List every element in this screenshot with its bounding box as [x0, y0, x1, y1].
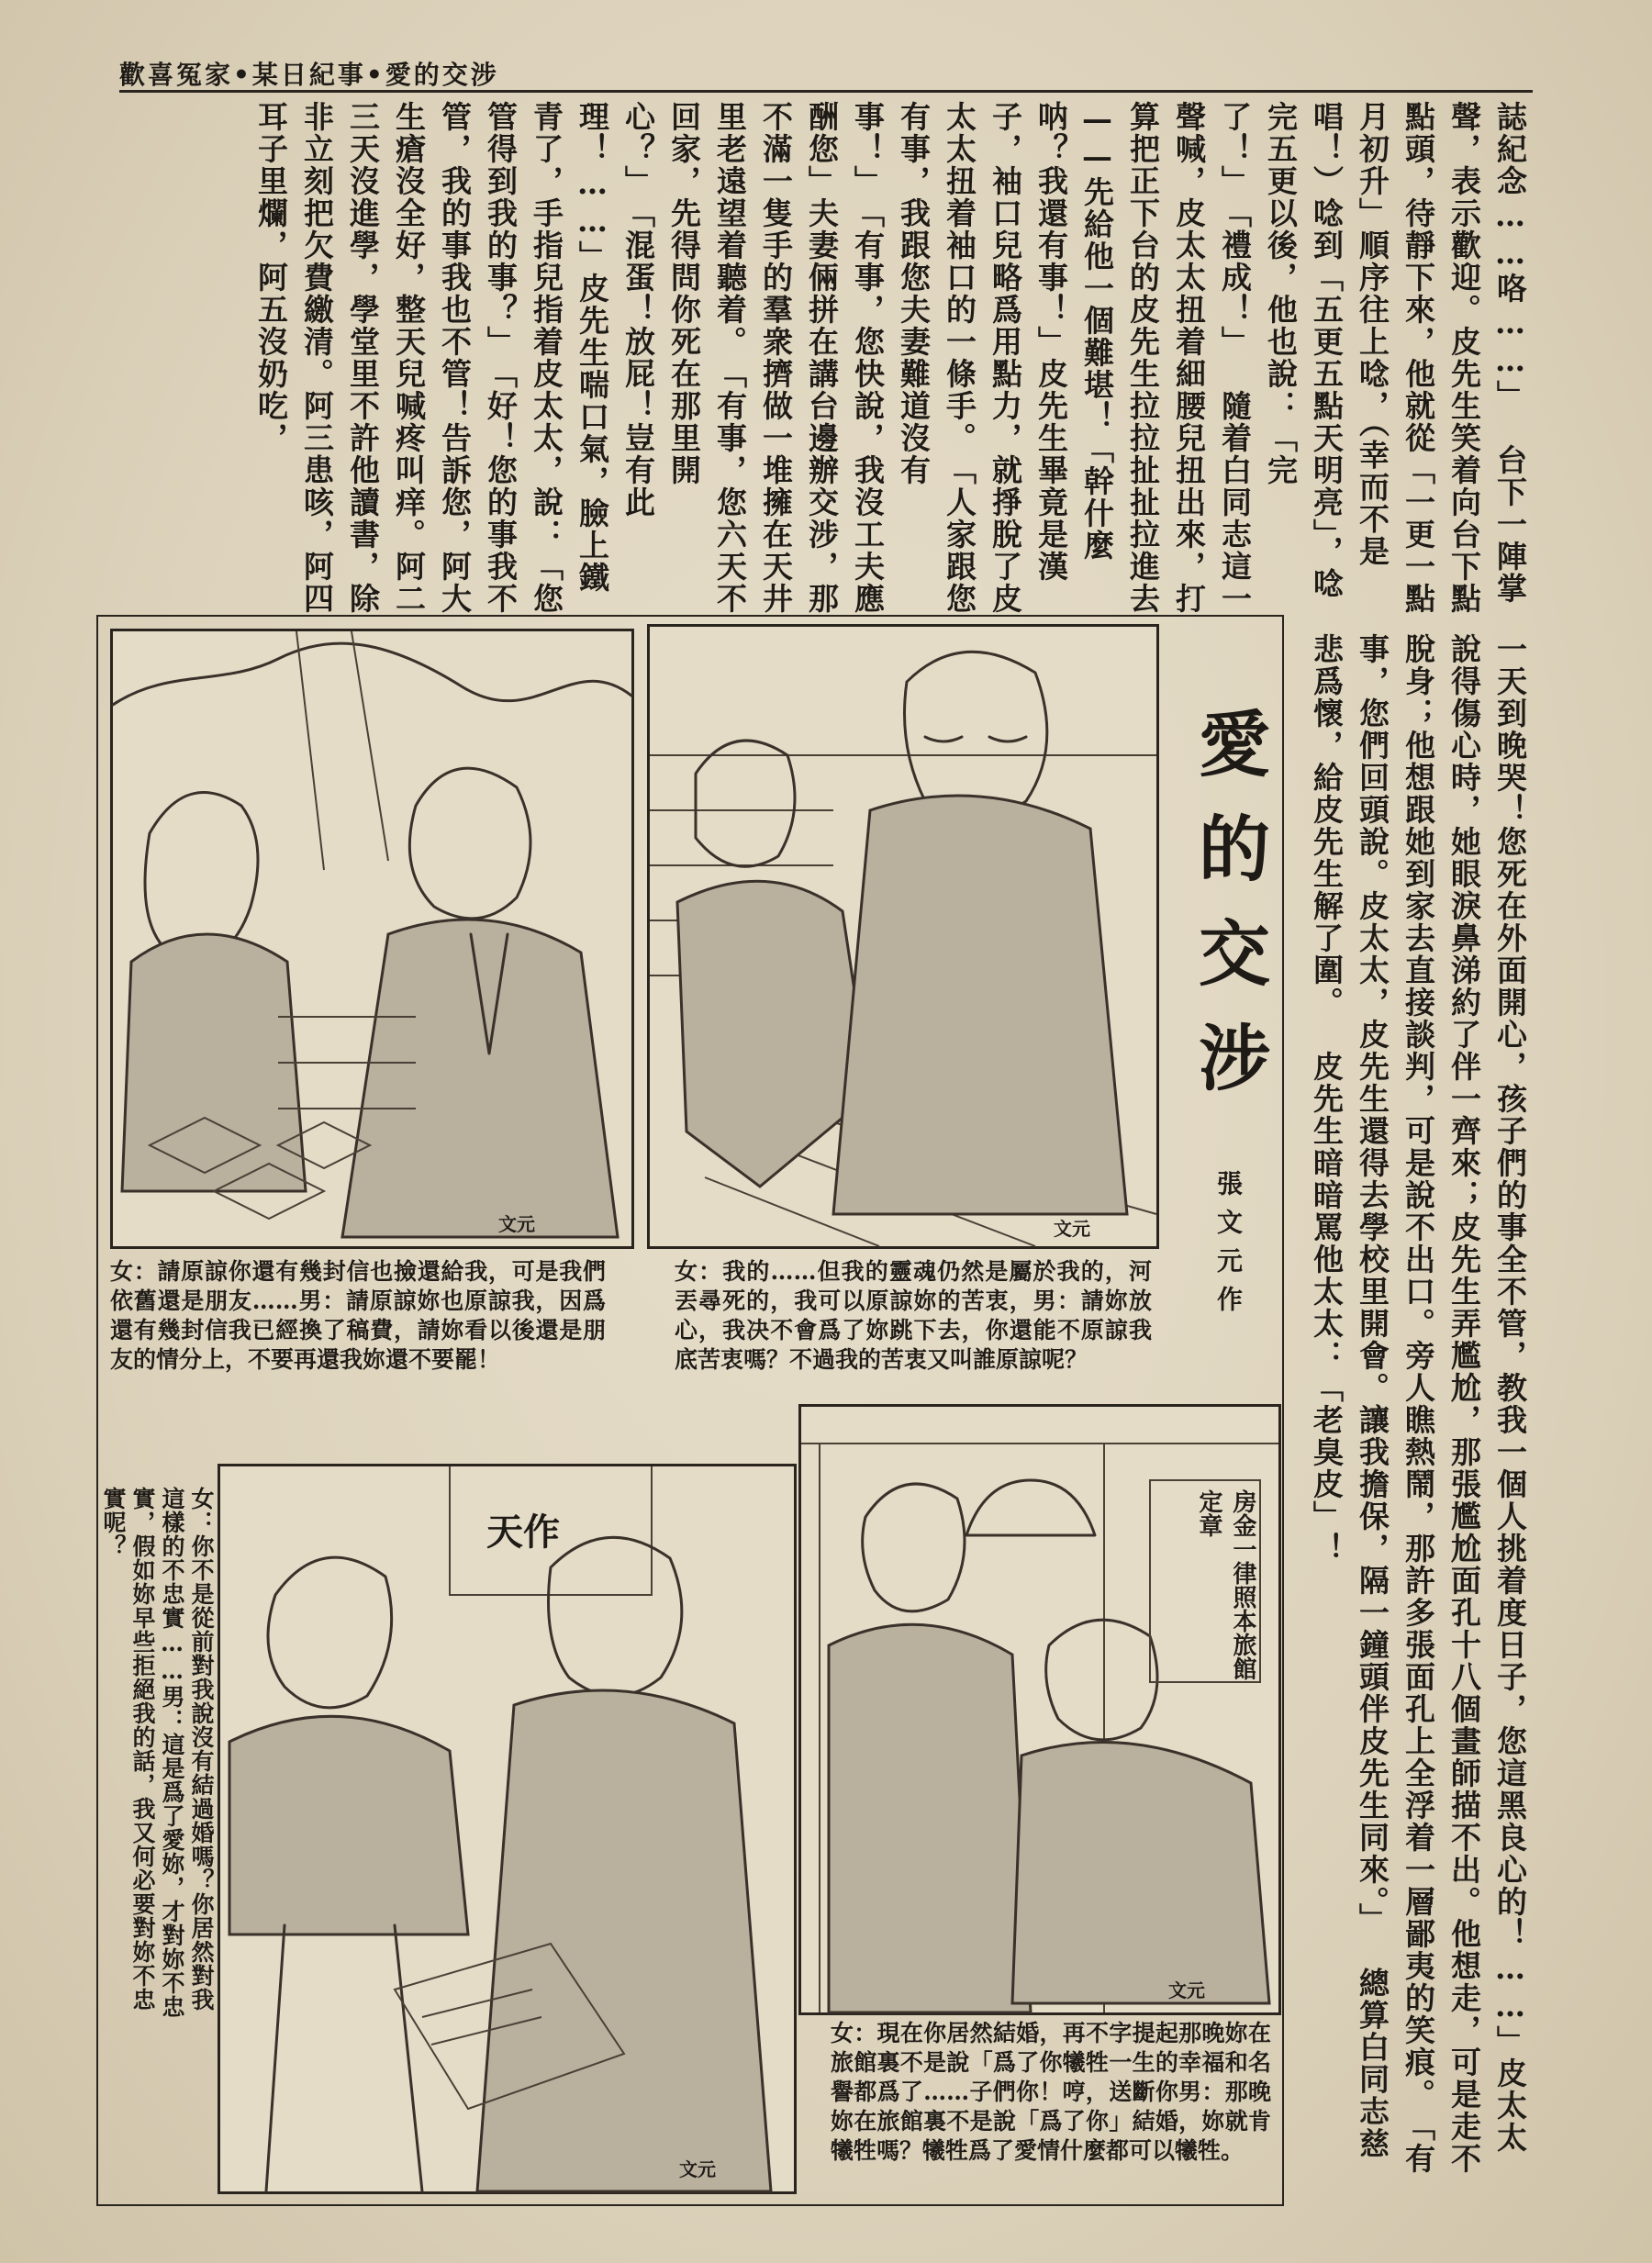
- story-title: 愛的交涉: [1187, 707, 1269, 1125]
- panel-2-drawing: [650, 627, 1156, 1246]
- top-text-paragraph: 「幹什麼呐？我還有事！」皮先生畢竟是漢子，袖口兒略爲用點力，就掙脫了皮太太扭着袖口的一條手。: [942, 101, 1115, 615]
- comic-panel-4: [798, 1404, 1281, 2015]
- panel-3-caption: 女：你不是從前對我說沒有結過婚嗎？你居然對我這樣的不忠實……男：這是爲了愛妳，才對妳不忠實，假如妳早些拒絕我的話，我又何必要對妳不忠實呢？: [100, 1487, 215, 2019]
- top-text-paragraph: 「禮成！」: [1217, 197, 1253, 358]
- story-text-top: [115, 101, 1533, 615]
- top-text-paragraph: 「混蛋！放屁！豈有此理！……」皮先生喘口氣，臉上鐵青了，手指兒指着皮太太，說：「您管得到我的事？」: [483, 101, 656, 615]
- story-text-right-strip: [1294, 633, 1533, 2184]
- right-strip-paragraph: 一天到晚哭！您死在外面開心，孩子們的事全不管，教我一個人挑着度日子，您這黑良心的！……」皮太太說得傷心時，她眼淚鼻涕約了伴一齊來；皮先生弄尷尬，那張尷尬面孔十八個畫師描不出。他想走，可是走不脫身；他想跟她到家去直接談判，可是說不出口。旁人瞧熱鬧，那許多張面孔上全浮着一層鄙夷的笑痕。: [1401, 633, 1528, 2175]
- header-title: 歡喜冤家•某日紀事•愛的交涉: [119, 60, 499, 90]
- panel-1-caption: 女：請原諒你還有幾封信也撿還給我，可是我們依舊還是朋友……男：請原諒妳也原諒我，因爲還有幾封信我已經換了稿費，請妳看以後還是朋友的情分上，不要再還我妳還不要罷！: [110, 1258, 606, 1373]
- panel-1-signature: 文元: [498, 1213, 535, 1235]
- top-text-paragraph: 「有事，您快說，我沒工夫應酬您」夫妻倆拼在講台邊辦交涉，那不滿一隻手的羣衆擠做一堆擁在天井里老遠望着聽着。: [712, 101, 886, 615]
- right-strip-paragraph: 皮先生暗暗罵他太太：「老臭皮」！: [1309, 1019, 1345, 1565]
- panel-4-caption: 女：現在你居然結婚，再不字提起那晚妳在旅館裏不是說「爲了你犧牲一生的幸福和名譽都爲了……子們你！哼，送斷你男：那晚妳在旅館裏不是說「爲了你」結婚，妳就肯犧牲嗎？犧牲爲了愛情什麼都可以犧牲。: [831, 2020, 1271, 2164]
- comic-panel-3: [218, 1464, 797, 2194]
- comic-panel-2: [647, 624, 1159, 1249]
- panel-4-signature: 文元: [1168, 1979, 1205, 2001]
- right-strip-paragraph: 「有事，您們回頭說。皮太太，皮先生還得去學校里開會。讓我擔保，隔一鐘頭伴皮先生同來。」: [1355, 633, 1436, 2175]
- comic-panel-1: [110, 629, 634, 1249]
- top-text-paragraph: 「好！您的事我不管，我的事我也不管！告訴您，阿大生瘡沒全好，整天兒喊疼叫痒。阿二三天沒進學，學堂里不許他讀書，除非立刻把欠費繳清。阿三患咳，阿四耳子里爛，阿五沒奶吃，: [253, 101, 519, 615]
- panel-4-sign: 房金一律照本旅館定章: [1195, 1489, 1256, 1680]
- story-author: 張文元作: [1213, 1170, 1244, 1324]
- panel-3-sign: 天作: [486, 1511, 560, 1554]
- panel-3-drawing: [220, 1466, 794, 2191]
- top-text-paragraph: 台下一陣掌聲，表示歡迎。皮先生笑着向台下點點頭，待靜下來，他就從「一更一點月初升」順序往上唸，（幸而不是唱！）唸到「五更五點天明亮」，唸完五更以後，他也說：「完了！」: [1217, 101, 1528, 615]
- top-text-paragraph: 「人家跟您有事，我跟您夫妻難道沒有事！」: [850, 101, 977, 615]
- running-header: [119, 53, 1533, 93]
- panel-1-drawing: [113, 631, 631, 1246]
- top-text-paragraph: 隨着白同志這一聲喊，皮太太扭着細腰兒扭出來，打算把正下台的皮先生拉拉扯扯拉進去——先給他一個難堪！: [1079, 101, 1253, 615]
- top-text-paragraph: 「有事，您六天不回家，先得問你死在那里開心？」: [620, 101, 748, 615]
- top-text-paragraph: 誌紀念……咯……」: [1492, 101, 1528, 412]
- panel-2-signature: 文元: [1054, 1218, 1090, 1240]
- panel-3-signature: 文元: [679, 2158, 716, 2180]
- panel-2-caption: 女：我的……但我的靈魂仍然是屬於我的，河丟尋死的，我可以原諒妳的苦衷，男：請妳放心，我决不會爲了妳跳下去，你還能不原諒我底苦衷嗎？不過我的苦衷又叫誰原諒呢？: [675, 1258, 1152, 1373]
- right-strip-paragraph: 總算白同志慈悲爲懷，給皮先生解了圍。: [1309, 633, 1390, 2160]
